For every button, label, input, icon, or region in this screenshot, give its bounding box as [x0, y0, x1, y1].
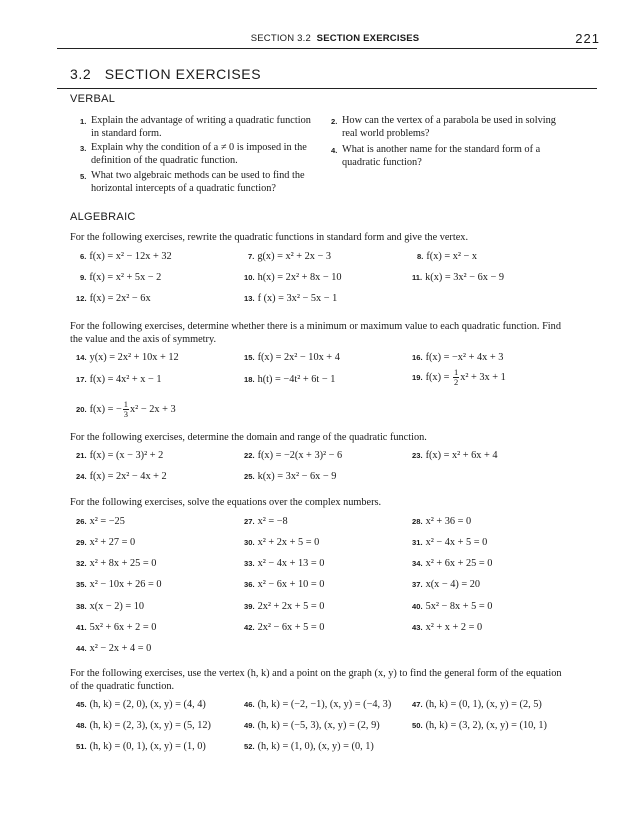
- item-number: 46.: [244, 700, 255, 709]
- exercise: [412, 622, 482, 633]
- exercise: [244, 471, 336, 482]
- exercise-expression: (h, k) = (0, 1), (x, y) = (2, 5): [425, 699, 542, 710]
- exercise-expression: 2x² − 6x + 5 = 0: [257, 622, 325, 633]
- exercise-expression: f(x) = (x − 3)² + 2: [89, 450, 164, 461]
- fraction: [123, 400, 129, 419]
- exercise-expression: x² + x + 2 = 0: [425, 622, 483, 633]
- exercise: [244, 601, 324, 612]
- exercise-expression: x² + 8x + 25 = 0: [89, 558, 157, 569]
- exercise-expression: x(x − 4) = 20: [425, 579, 481, 590]
- item-number: 26.: [76, 517, 87, 526]
- item-number: 7.: [248, 252, 255, 261]
- exercise: [76, 741, 206, 752]
- exercise: [412, 720, 547, 731]
- item-number: 14.: [76, 353, 87, 362]
- exercise-expression: y(x) = 2x² + 10x + 12: [89, 352, 179, 363]
- exercise-expression: (h, k) = (1, 0), (x, y) = (0, 1): [257, 741, 374, 752]
- item-number: 8.: [417, 252, 424, 261]
- item-number: 3.: [80, 144, 87, 153]
- item-number: 39.: [244, 602, 255, 611]
- exercise: [76, 293, 151, 304]
- page-number: 221: [575, 31, 600, 46]
- exercise-expression: f(x) = 4x² + x − 1: [89, 374, 162, 385]
- exercise: [417, 251, 477, 262]
- verbal-heading: VERBAL: [70, 93, 116, 105]
- exercise: [76, 400, 176, 419]
- item-number: 12.: [76, 294, 87, 303]
- item-number: 22.: [244, 451, 255, 460]
- exercise: [76, 720, 211, 731]
- item-number: 25.: [244, 472, 255, 481]
- exercise: [244, 741, 374, 752]
- running-head: [70, 32, 600, 48]
- exercise-expression-suffix: x² + 3x + 1: [460, 371, 506, 383]
- item-number: 4.: [331, 146, 338, 155]
- exercise: [80, 272, 161, 283]
- exercise: [244, 720, 380, 731]
- exercise: [244, 450, 342, 461]
- item-text: What is another name for the standard form of a quadratic function?: [342, 144, 541, 168]
- exercise-expression: x(x − 2) = 10: [89, 601, 145, 612]
- exercise: [244, 293, 337, 304]
- exercise-expression: f (x) = 3x² − 5x − 1: [257, 293, 338, 304]
- item-number: 44.: [76, 644, 87, 653]
- exercise: [76, 643, 151, 654]
- item-text: Explain why the condition of a ≠ 0 is imposed in the definition of the quadratic function.: [91, 142, 307, 166]
- item-number: 33.: [244, 559, 255, 568]
- exercise: [76, 537, 135, 548]
- item-number: 17.: [76, 375, 87, 384]
- exercise-expression: (h, k) = (−5, 3), (x, y) = (2, 9): [257, 720, 380, 731]
- exercise: [244, 699, 391, 710]
- item-number: 48.: [76, 721, 87, 730]
- exercise-expression: x² − 4x + 13 = 0: [257, 558, 325, 569]
- item-number: 21.: [76, 451, 87, 460]
- item-number: 11.: [412, 273, 423, 282]
- verbal-item: [331, 143, 572, 169]
- exercise: [76, 699, 206, 710]
- exercise: [244, 374, 335, 385]
- exercise-expression: x² + 2x + 5 = 0: [257, 537, 320, 548]
- item-number: 45.: [76, 700, 87, 709]
- instructions: For the following exercises, determine whether there is a minimum or maximum value to each quadratic function. Find the value and the axis of symmetry.: [70, 321, 561, 345]
- exercise: [412, 516, 471, 527]
- item-number: 35.: [76, 580, 87, 589]
- exercise: [76, 622, 156, 633]
- item-number: 13.: [244, 294, 255, 303]
- exercise: [412, 368, 506, 387]
- item-number: 28.: [412, 517, 423, 526]
- exercise: [244, 622, 324, 633]
- exercise: [244, 579, 324, 590]
- exercise: [76, 579, 162, 590]
- instructions: For the following exercises, use the vertex (h, k) and a point on the graph (x, y) to find the general form of the equation of the quadratic function.: [70, 668, 562, 692]
- exercise: [76, 601, 144, 612]
- exercise-expression: (h, k) = (0, 1), (x, y) = (1, 0): [89, 741, 206, 752]
- instructions: For the following exercises, solve the equations over the complex numbers.: [70, 497, 382, 508]
- exercise-expression: f(x) = −x² + 4x + 3: [425, 352, 504, 363]
- running-head-section-title: SECTION EXERCISES: [316, 33, 420, 44]
- exercise: [412, 537, 487, 548]
- running-head-title: [70, 33, 600, 44]
- exercise-expression: (h, k) = (2, 3), (x, y) = (5, 12): [89, 720, 211, 731]
- item-number: 30.: [244, 538, 255, 547]
- exercise: [244, 516, 288, 527]
- exercise-expression: x² − 2x + 4 = 0: [89, 643, 152, 654]
- exercise-expression: k(x) = 3x² − 6x − 9: [257, 471, 337, 482]
- exercise: [412, 579, 480, 590]
- exercise: [248, 251, 331, 262]
- item-number: 51.: [76, 742, 87, 751]
- item-number: 47.: [412, 700, 423, 709]
- exercise-expression: x² + 6x + 25 = 0: [425, 558, 493, 569]
- item-number: 19.: [412, 372, 423, 382]
- item-number: 6.: [80, 252, 87, 261]
- exercise: [412, 272, 504, 283]
- item-number: 41.: [76, 623, 87, 632]
- item-number: 40.: [412, 602, 423, 611]
- exercise-expression-prefix: f(x) = −: [89, 403, 122, 415]
- exercise: [244, 537, 319, 548]
- exercise-expression: f(x) = −2(x + 3)² − 6: [257, 450, 343, 461]
- item-number: 27.: [244, 517, 255, 526]
- exercise-expression: (h, k) = (−2, −1), (x, y) = (−4, 3): [257, 699, 392, 710]
- exercise: [412, 699, 542, 710]
- exercise: [76, 374, 162, 385]
- exercise-expression: 5x² + 6x + 2 = 0: [89, 622, 157, 633]
- exercise-expression: h(t) = −4t² + 6t − 1: [257, 374, 336, 385]
- item-number: 36.: [244, 580, 255, 589]
- exercise: [76, 352, 179, 363]
- exercise-expression: k(x) = 3x² − 6x − 9: [425, 272, 504, 283]
- item-number: 16.: [412, 353, 423, 362]
- exercise-expression: f(x) = 2x² − 10x + 4: [257, 352, 340, 363]
- item-number: 32.: [76, 559, 87, 568]
- section-rule: [57, 88, 597, 89]
- verbal-item: [331, 114, 572, 140]
- item-number: 1.: [80, 117, 87, 126]
- fraction-denominator: 3: [123, 409, 129, 419]
- exercise: [412, 558, 492, 569]
- exercise-expression: 5x² − 8x + 5 = 0: [425, 601, 493, 612]
- item-number: 42.: [244, 623, 255, 632]
- item-number: 50.: [412, 721, 423, 730]
- section-title: 3.2 SECTION EXERCISES: [70, 66, 262, 82]
- verbal-item: [80, 169, 321, 195]
- exercise: [412, 601, 492, 612]
- exercise-expression: x² − 4x + 5 = 0: [425, 537, 488, 548]
- item-number: 52.: [244, 742, 255, 751]
- exercise: [244, 272, 342, 283]
- exercise-expression: (h, k) = (2, 0), (x, y) = (4, 4): [89, 699, 206, 710]
- item-number: 5.: [80, 172, 87, 181]
- fraction-numerator: 1: [123, 399, 129, 409]
- item-number: 43.: [412, 623, 423, 632]
- exercise-expression: g(x) = x² + 2x − 3: [257, 251, 332, 262]
- exercise-expression: x² − 6x + 10 = 0: [257, 579, 325, 590]
- item-text: How can the vertex of a parabola be used in solving real world problems?: [342, 115, 556, 139]
- item-number: 23.: [412, 451, 423, 460]
- exercise: [76, 558, 156, 569]
- exercise: [76, 471, 167, 482]
- exercise-expression: f(x) = x² − x: [426, 251, 478, 262]
- exercise-expression-prefix: f(x) =: [425, 371, 452, 383]
- exercise-expression: 2x² + 2x + 5 = 0: [257, 601, 325, 612]
- exercise-expression: x² − 10x + 26 = 0: [89, 579, 162, 590]
- exercise-expression-suffix: x² − 2x + 3: [130, 403, 176, 415]
- algebraic-heading: ALGEBRAIC: [70, 211, 136, 223]
- item-number: 29.: [76, 538, 87, 547]
- exercise-expression: f(x) = 2x² − 6x: [89, 293, 151, 304]
- exercise-expression: f(x) = x² + 6x + 4: [425, 450, 498, 461]
- exercise: [76, 516, 125, 527]
- item-number: 18.: [244, 375, 255, 384]
- exercise-expression: f(x) = 2x² − 4x + 2: [89, 471, 167, 482]
- fraction-denominator: 2: [453, 377, 459, 387]
- item-text: What two algebraic methods can be used to find the horizontal intercepts of a quadratic function?: [91, 170, 305, 194]
- exercise-expression: x² + 36 = 0: [425, 516, 472, 527]
- verbal-item: [80, 114, 321, 140]
- exercise-expression: (h, k) = (3, 2), (x, y) = (10, 1): [425, 720, 547, 731]
- exercise: [80, 251, 172, 262]
- exercise-expression: h(x) = 2x² + 8x − 10: [257, 272, 342, 283]
- item-number: 2.: [331, 117, 338, 126]
- item-number: 10.: [244, 273, 255, 282]
- verbal-item: [80, 141, 321, 167]
- fraction: [453, 368, 459, 387]
- exercise: [244, 558, 324, 569]
- header-rule: [57, 48, 597, 49]
- item-number: 20.: [76, 404, 87, 414]
- exercise-expression: f(x) = x² + 5x − 2: [89, 272, 162, 283]
- fraction-numerator: 1: [453, 367, 459, 377]
- item-number: 49.: [244, 721, 255, 730]
- item-number: 37.: [412, 580, 423, 589]
- item-text: Explain the advantage of writing a quadratic function in standard form.: [91, 115, 311, 139]
- exercise-expression: x² = −25: [89, 516, 125, 527]
- exercise: [244, 352, 340, 363]
- item-number: 9.: [80, 273, 87, 282]
- exercise: [76, 450, 163, 461]
- item-number: 38.: [76, 602, 87, 611]
- instructions: For the following exercises, determine the domain and range of the quadratic function.: [70, 432, 427, 443]
- exercise: [412, 352, 503, 363]
- exercise: [412, 450, 498, 461]
- item-number: 34.: [412, 559, 423, 568]
- instructions: For the following exercises, rewrite the quadratic functions in standard form and give the vertex.: [70, 232, 469, 243]
- exercise-expression: x² + 27 = 0: [89, 537, 136, 548]
- item-number: 31.: [412, 538, 423, 547]
- item-number: 15.: [244, 353, 255, 362]
- exercise-expression: f(x) = x² − 12x + 32: [89, 251, 172, 262]
- running-head-section-label: SECTION 3.2: [250, 33, 311, 44]
- exercise-expression: x² = −8: [257, 516, 288, 527]
- item-number: 24.: [76, 472, 87, 481]
